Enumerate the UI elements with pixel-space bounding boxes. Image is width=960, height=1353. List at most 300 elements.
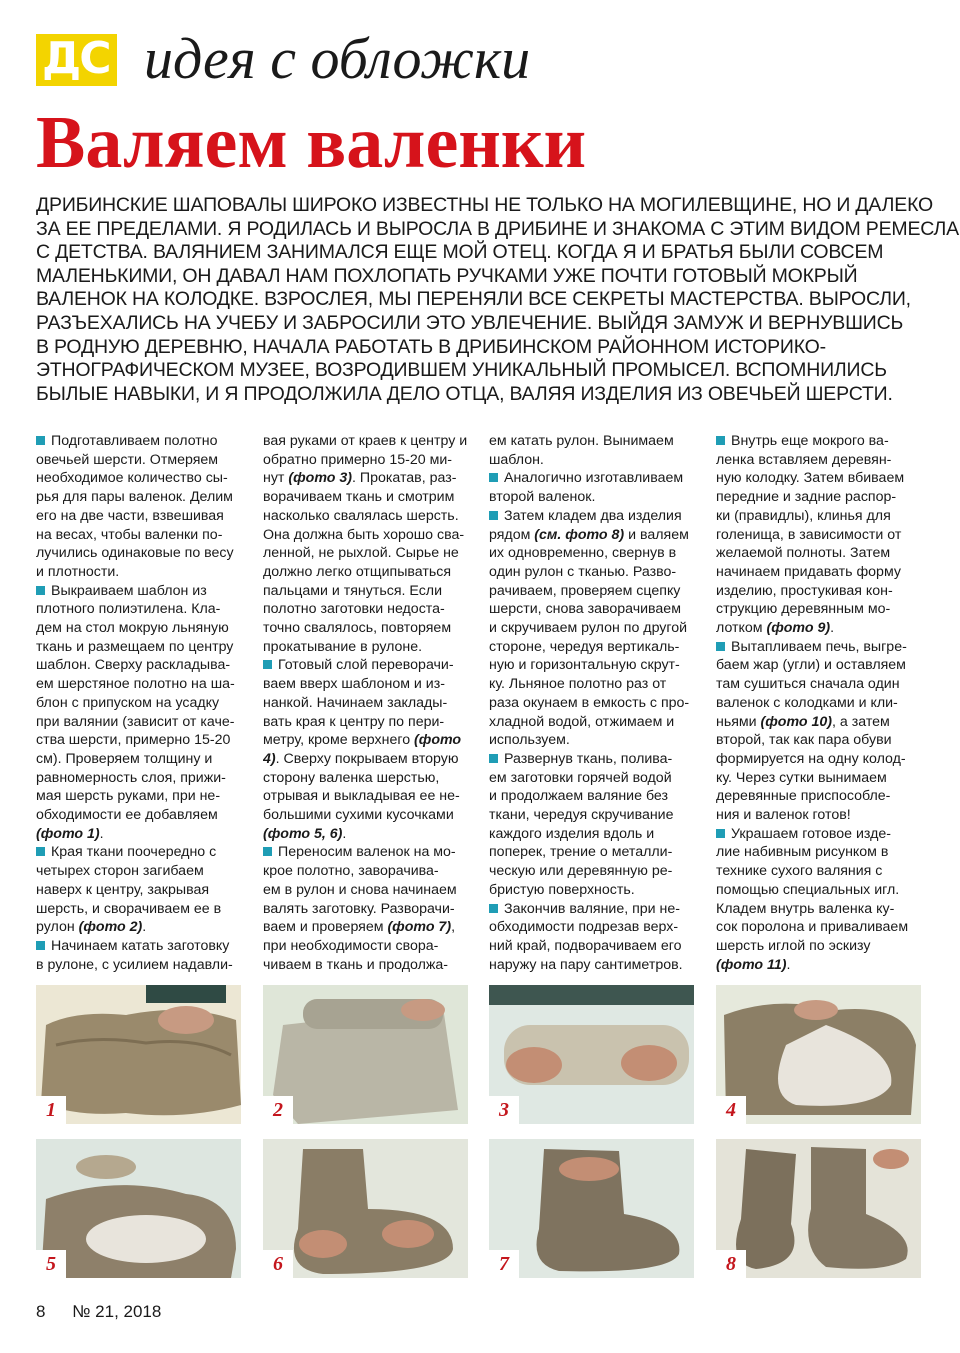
bullet-square-icon	[716, 642, 725, 651]
body-line	[489, 731, 697, 750]
photo-number-label: 8	[716, 1250, 746, 1278]
body-text: блон с припуском на усадку	[36, 694, 220, 711]
body-text: стороне, чередуя вертикаль-	[489, 638, 680, 655]
body-text: ки (правидлы), клинья для	[716, 507, 891, 524]
body-text: и продолжаем валяние без	[489, 788, 668, 805]
body-line	[716, 432, 924, 451]
body-line	[263, 488, 471, 507]
body-text: .	[342, 825, 347, 842]
body-text: желаемой полноты. Затем	[716, 545, 891, 562]
body-text: рядом	[489, 526, 535, 543]
body-line	[489, 432, 697, 451]
body-text: , а затем	[832, 713, 890, 730]
body-text: передние и задние распор-	[716, 489, 897, 506]
body-line	[263, 451, 471, 470]
body-text: равномерность слоя, прижи-	[36, 769, 226, 786]
body-line	[716, 488, 924, 507]
body-line	[36, 956, 244, 975]
body-text: и валяем	[624, 526, 689, 543]
lead-line: БЫЛЫЕ НАВЫКИ, И Я ПРОДОЛЖИЛА ДЕЛО ОТЦА, ВАЛЯЯ ИЗДЕЛИЯ ИЗ ОВЕЧЬЕЙ ШЕРСТИ.	[36, 382, 893, 405]
body-line	[263, 469, 471, 488]
body-line	[263, 600, 471, 619]
body-text: Края ткани поочередно с	[51, 844, 217, 861]
body-line	[489, 656, 697, 675]
photo-number-label: 3	[489, 1096, 519, 1124]
magazine-logo: ДС	[36, 34, 117, 86]
lead-line: РАЗЪЕХАЛИСЬ НА УЧЕБУ И ЗАБРОСИЛИ ЭТО УВЛЕЧЕНИЕ. ВЫЙДЯ ЗАМУЖ И ВЕРНУВШИСЬ	[36, 311, 904, 334]
body-line	[36, 563, 244, 582]
photo-reference: 4)	[263, 750, 276, 767]
body-line	[489, 881, 697, 900]
body-line	[263, 563, 471, 582]
bullet-square-icon	[36, 586, 45, 595]
body-line	[489, 862, 697, 881]
body-text: его на две части, взвешивая	[36, 507, 224, 524]
body-text: вать края к центру по пери-	[263, 713, 445, 730]
photo-reference: (фото 10)	[760, 713, 833, 730]
lead-line: ЭТНОГРАФИЧЕСКОМ МУЗЕЕ, ВОЗРОДИВШЕМ УНИКАЛЬНЫЙ ПРОМЫСЕЛ. ВСПОМНИЛИСЬ	[36, 359, 887, 382]
body-line	[36, 526, 244, 545]
body-text: ваем вверх шаблоном и из-	[263, 676, 445, 693]
body-line	[716, 694, 924, 713]
body-line	[716, 937, 924, 956]
body-text: .	[142, 919, 147, 936]
body-line	[716, 881, 924, 900]
body-line	[263, 900, 471, 919]
body-text: рачиваем, проверяем сцепку	[489, 582, 681, 599]
step-photo-2	[263, 985, 468, 1124]
body-line	[36, 582, 244, 601]
page-footer	[36, 1302, 183, 1322]
body-line	[263, 769, 471, 788]
body-line	[36, 731, 244, 750]
step-photo-1	[36, 985, 241, 1124]
body-line	[716, 619, 924, 638]
body-text: см). Проверяем толщину и	[36, 750, 213, 767]
body-text: их одновременно, свернув в	[489, 545, 677, 562]
body-text: Выкраиваем шаблон из	[51, 582, 207, 599]
body-text: ния и валенок готов!	[716, 807, 851, 824]
body-line	[263, 787, 471, 806]
body-line	[36, 675, 244, 694]
body-line	[489, 675, 697, 694]
body-line	[36, 825, 244, 844]
body-line	[263, 432, 471, 451]
body-text: при необходимости свора-	[263, 937, 439, 954]
body-text: Развернув ткань, полива-	[504, 750, 673, 767]
body-line	[716, 507, 924, 526]
body-text: второй, так как пара обуви	[716, 732, 892, 749]
body-text: ем катать рулон. Вынимаем	[489, 433, 674, 449]
felting-step-illustration	[716, 1139, 921, 1278]
step-photo-4	[716, 985, 921, 1124]
lead-line: ДРИБИНСКИЕ ШАПОВАЛЫ ШИРОКО ИЗВЕСТНЫ НЕ ТОЛЬКО НА МОГИЛЕВЩИНЕ, НО И ДАЛЕКО	[36, 194, 933, 216]
body-text: ленка вставляем деревян-	[716, 451, 892, 468]
body-line	[716, 600, 924, 619]
body-line	[263, 843, 471, 862]
body-text: мая шерсть руками, при не-	[36, 788, 221, 805]
body-line	[36, 619, 244, 638]
body-text: Подготавливаем полотно	[51, 433, 218, 449]
body-text: Вытапливаем печь, выгре-	[731, 638, 907, 655]
body-line	[36, 806, 244, 825]
body-text: поперек, трение о металли-	[489, 844, 673, 861]
body-text: точно свалялось, повторяем	[263, 620, 452, 637]
body-line	[263, 507, 471, 526]
step-photo-8	[716, 1139, 921, 1278]
body-line	[489, 750, 697, 769]
body-text: нанкой. Начинаем заклады-	[263, 694, 448, 711]
body-text: Начинаем катать заготовку	[51, 937, 230, 954]
body-text: шаблон. Сверху раскладыва-	[36, 657, 231, 674]
body-text: обратно примерно 15-20 ми-	[263, 451, 452, 468]
body-text: пальцами и тянуться. Если	[263, 582, 443, 599]
body-text: .	[786, 956, 791, 973]
body-text: Внутрь еще мокрого ва-	[731, 433, 889, 449]
body-line	[263, 806, 471, 825]
photo-reference: (фото 3)	[288, 470, 352, 487]
body-line	[489, 918, 697, 937]
body-text: чиваем в ткань и продолжа-	[263, 956, 448, 973]
body-line	[263, 638, 471, 657]
photo-reference: (фото	[414, 732, 462, 749]
article-lead	[36, 194, 959, 406]
body-line	[263, 526, 471, 545]
body-text: ворачиваем ткань и смотрим	[263, 489, 455, 506]
lead-line: В РОДНУЮ ДЕРЕВНЮ, НАЧАЛА РАБОТАТЬ В ДРИБИНСКОМ РАЙОННОМ ИСТОРИКО-	[36, 335, 826, 358]
body-line	[716, 918, 924, 937]
body-text: прокатывание в рулоне.	[263, 638, 423, 655]
body-line	[489, 600, 697, 619]
body-line	[716, 638, 924, 657]
lead-line: МАЛЕНЬКИМИ, ОН ДАВАЛ НАМ ПОХЛОПАТЬ РУЧКАМИ УЖЕ ПОЧТИ ГОТОВЫЙ МОКРЫЙ	[36, 264, 858, 287]
bullet-square-icon	[716, 436, 725, 445]
text-column-3	[489, 432, 697, 974]
body-text: наверх к центру, закрывая	[36, 881, 210, 898]
photo-reference: (см. фото 8)	[534, 526, 625, 543]
body-line	[263, 713, 471, 732]
body-text: голенища, в зависимости от	[716, 526, 902, 543]
body-line	[716, 451, 924, 470]
step-photo-5	[36, 1139, 241, 1278]
body-text: шерсть, и сворачиваем ее в	[36, 900, 222, 917]
rubric-header	[36, 26, 926, 91]
body-text: . Прокатав, раз-	[351, 470, 457, 487]
body-line	[36, 694, 244, 713]
body-line	[263, 544, 471, 563]
body-text: шаблон.	[489, 451, 544, 468]
body-text: при валянии (зависит от каче-	[36, 713, 235, 730]
photo-reference: (фото 7)	[387, 919, 452, 936]
body-line	[489, 694, 697, 713]
body-line	[716, 582, 924, 601]
body-line	[36, 656, 244, 675]
body-line	[36, 713, 244, 732]
body-text: . Сверху покрываем вторую	[275, 750, 459, 767]
photo-number-label: 2	[263, 1096, 293, 1124]
body-text: ку. Через сутки вынимаем	[716, 769, 887, 786]
body-line	[489, 937, 697, 956]
body-text: Затем кладем два изделия	[504, 507, 682, 524]
body-text: ем в рулон и снова начинаем	[263, 881, 457, 898]
body-text: вая руками от краев к центру и	[263, 433, 468, 449]
body-text: раза окунаем в емкость с про-	[489, 694, 690, 711]
body-line	[716, 769, 924, 788]
body-line	[489, 806, 697, 825]
felting-step-illustration	[36, 985, 241, 1124]
body-text: обходимости подрезав верх-	[489, 919, 679, 936]
body-line	[263, 731, 471, 750]
body-line	[489, 843, 697, 862]
photo-number-label: 4	[716, 1096, 746, 1124]
body-line	[489, 507, 697, 526]
body-text: Закончив валяние, при не-	[504, 900, 680, 917]
body-line	[36, 787, 244, 806]
body-line	[263, 675, 471, 694]
bullet-square-icon	[36, 941, 45, 950]
body-text: четырех сторон загибаем	[36, 863, 204, 880]
body-line	[489, 544, 697, 563]
body-text: Переносим валенок на мо-	[278, 844, 456, 861]
body-text: ньями	[716, 713, 761, 730]
body-text: Кладем внутрь валенка ку-	[716, 900, 895, 917]
body-line	[263, 582, 471, 601]
body-text: ства шерсти, примерно 15-20	[36, 732, 231, 749]
lead-line: С ДЕТСТВА. ВАЛЯНИЕМ ЗАНИМАЛСЯ ЕЩЕ МОЙ ОТЕЦ. КОГДА Я И БРАТЬЯ БЫЛИ СОВСЕМ	[36, 241, 884, 264]
body-line	[489, 638, 697, 657]
bullet-square-icon	[489, 473, 498, 482]
text-column-2	[263, 432, 471, 974]
felting-step-illustration	[489, 1139, 694, 1278]
body-line	[36, 469, 244, 488]
body-text: в рулоне, с усилием надавли-	[36, 956, 233, 973]
body-text: бристую поверхность.	[489, 881, 635, 898]
body-line	[716, 843, 924, 862]
body-line	[716, 469, 924, 488]
body-text: и плотности.	[36, 563, 120, 580]
body-text: ваем и проверяем	[263, 919, 388, 936]
body-text: хладной водой, отжимаем и	[489, 713, 675, 730]
body-line	[716, 675, 924, 694]
body-text: ку. Льняное полотно раз от	[489, 676, 667, 693]
body-text: рья для пары валенок. Делим	[36, 489, 233, 506]
lead-line: ЗА ЕЕ ПРЕДЕЛАМИ. Я РОДИЛАСЬ И ВЫРОСЛА В ДРИБИНЕ И ЗНАКОМА С ЭТИМ ВИДОМ РЕМЕСЛА	[36, 217, 959, 240]
body-text: .	[99, 825, 104, 842]
photo-reference: (фото 2)	[78, 919, 143, 936]
body-line	[489, 619, 697, 638]
photo-reference: (фото 5, 6)	[263, 825, 343, 842]
body-text: лие набивным рисунком в	[716, 844, 889, 861]
body-text: на весах, чтобы валенки по-	[36, 526, 223, 543]
body-line	[489, 787, 697, 806]
body-line	[489, 769, 697, 788]
body-line	[716, 787, 924, 806]
felting-step-illustration	[489, 985, 694, 1124]
lead-line: ВАЛЕНОК НА КОЛОДКЕ. ВЗРОСЛЕЯ, МЫ ПЕРЕНЯЛИ ВСЕ СЕКРЕТЫ МАСТЕРСТВА. ВЫРОСЛИ,	[36, 288, 911, 311]
body-text: лучились одинаковые по весу	[36, 545, 234, 562]
body-text: ткани, чередуя скручивание	[489, 807, 674, 824]
body-text: .	[830, 620, 835, 637]
step-photo-6	[263, 1139, 468, 1278]
text-column-1	[36, 432, 244, 974]
body-text: ную колодку. Затем вбиваем	[716, 470, 905, 487]
article-body	[36, 432, 926, 972]
body-line	[36, 451, 244, 470]
photo-number-label: 5	[36, 1250, 66, 1278]
body-line	[36, 507, 244, 526]
issue-number: № 21, 2018	[72, 1302, 162, 1321]
body-text: рулон	[36, 919, 79, 936]
body-line	[489, 563, 697, 582]
body-line	[489, 488, 697, 507]
body-text: отрывая и выкладывая ее не-	[263, 788, 460, 805]
body-line	[716, 526, 924, 545]
body-line	[489, 526, 697, 545]
body-line	[716, 656, 924, 675]
body-line	[36, 769, 244, 788]
body-line	[716, 900, 924, 919]
bullet-square-icon	[489, 754, 498, 763]
photo-number-label: 1	[36, 1096, 66, 1124]
body-text: полотно заготовки недоста-	[263, 601, 445, 618]
body-line	[489, 451, 697, 470]
body-line	[716, 956, 924, 975]
body-line	[36, 600, 244, 619]
body-line	[263, 656, 471, 675]
body-text: ткань и размещаем по центру	[36, 638, 234, 655]
body-line	[36, 638, 244, 657]
bullet-square-icon	[36, 436, 45, 445]
bullet-square-icon	[489, 904, 498, 913]
body-line	[716, 713, 924, 732]
photo-number-label: 7	[489, 1250, 519, 1278]
body-line	[716, 544, 924, 563]
felting-step-illustration	[263, 985, 468, 1124]
body-text: Украшаем готовое изде-	[731, 825, 892, 842]
body-text: деревянные приспособле-	[716, 788, 891, 805]
bullet-square-icon	[263, 660, 272, 669]
article-title: Валяем валенки	[36, 102, 587, 184]
bullet-square-icon	[36, 847, 45, 856]
body-line	[263, 862, 471, 881]
body-line	[489, 713, 697, 732]
body-text: баем жар (угли) и оставляем	[716, 657, 906, 674]
body-text: Она должна быть хорошо сва-	[263, 526, 465, 543]
body-text: насколько свалялась шерсть.	[263, 507, 459, 524]
body-text: овечьей шерсти. Отмеряем	[36, 451, 219, 468]
step-photo-3	[489, 985, 694, 1124]
body-line	[489, 469, 697, 488]
body-text: необходимое количество сы-	[36, 470, 228, 487]
body-text: сок поролона и приваливаем	[716, 919, 909, 936]
page-number: 8	[36, 1302, 46, 1321]
felting-step-illustration	[36, 1139, 241, 1278]
body-text: там сушиться сначала один	[716, 676, 900, 693]
photo-reference: (фото 9)	[766, 620, 831, 637]
body-text: Готовый слой переворачи-	[278, 657, 454, 674]
body-text: большими сухими кусочками	[263, 807, 454, 824]
body-text: крое полотно, заворачива-	[263, 863, 439, 880]
body-line	[263, 750, 471, 769]
body-text: валенок с колодками и кли-	[716, 694, 898, 711]
body-text: Аналогично изготавливаем	[504, 470, 684, 487]
body-text: каждого изделия вдоль и	[489, 825, 655, 842]
body-text: должно легко отщипываться	[263, 563, 452, 580]
body-line	[263, 881, 471, 900]
body-text: струкцию деревянным мо-	[716, 601, 891, 618]
body-text: формируется на одну колод-	[716, 750, 906, 767]
body-line	[36, 900, 244, 919]
felting-step-illustration	[716, 985, 921, 1124]
body-line	[716, 806, 924, 825]
body-line	[716, 825, 924, 844]
body-text: обходимости ее добавляем	[36, 807, 218, 824]
body-line	[263, 956, 471, 975]
rubric-title: идея с обложки	[144, 26, 531, 91]
photo-reference: (фото 1)	[36, 825, 100, 842]
body-line	[716, 862, 924, 881]
body-line	[263, 918, 471, 937]
body-line	[263, 937, 471, 956]
body-line	[716, 731, 924, 750]
body-text: валять заготовку. Разворачи-	[263, 900, 455, 917]
body-text: плотного полиэтилена. Кла-	[36, 601, 221, 618]
bullet-square-icon	[716, 829, 725, 838]
photo-reference: (фото 11)	[716, 956, 787, 973]
body-text: ческую или деревянную ре-	[489, 863, 673, 880]
photo-number-label: 6	[263, 1250, 293, 1278]
body-text: метру, кроме верхнего	[263, 732, 415, 749]
body-line	[36, 881, 244, 900]
body-line	[716, 563, 924, 582]
body-text: изделию, простукивая кон-	[716, 582, 893, 599]
body-text: ,	[451, 919, 456, 936]
body-line	[36, 750, 244, 769]
body-text: наружу на пару сантиметров.	[489, 956, 683, 973]
body-text: один рулон с тканью. Разво-	[489, 563, 677, 580]
body-line	[489, 825, 697, 844]
body-text: ем заготовки горячей водой	[489, 769, 672, 786]
body-line	[36, 488, 244, 507]
body-line	[36, 937, 244, 956]
felting-step-illustration	[263, 1139, 468, 1278]
body-text: помощью специальных игл.	[716, 881, 900, 898]
body-text: шерсть иглой по эскизу	[716, 937, 871, 954]
bullet-square-icon	[489, 511, 498, 520]
photo-gallery	[36, 985, 924, 1295]
body-line	[36, 862, 244, 881]
body-text: начинаем придавать форму	[716, 563, 901, 580]
body-line	[36, 843, 244, 862]
body-text: второй валенок.	[489, 489, 596, 506]
body-text: ленной, не рыхлой. Сырье не	[263, 545, 459, 562]
body-text: ний край, подворачиваем его	[489, 937, 682, 954]
body-text: сторону валенка шерстью,	[263, 769, 440, 786]
body-line	[263, 694, 471, 713]
body-line	[489, 956, 697, 975]
bullet-square-icon	[263, 847, 272, 856]
body-text: нут	[263, 470, 289, 487]
body-text: ем шерстяное полотно на ша-	[36, 676, 235, 693]
body-text: шерсти, снова заворачиваем	[489, 601, 681, 618]
body-text: дем на стол мокрую льняную	[36, 620, 229, 637]
body-line	[36, 432, 244, 451]
text-column-4	[716, 432, 924, 974]
body-line	[263, 619, 471, 638]
body-text: технике сухого валяния с	[716, 863, 883, 880]
body-line	[716, 750, 924, 769]
body-text: лотком	[716, 620, 767, 637]
